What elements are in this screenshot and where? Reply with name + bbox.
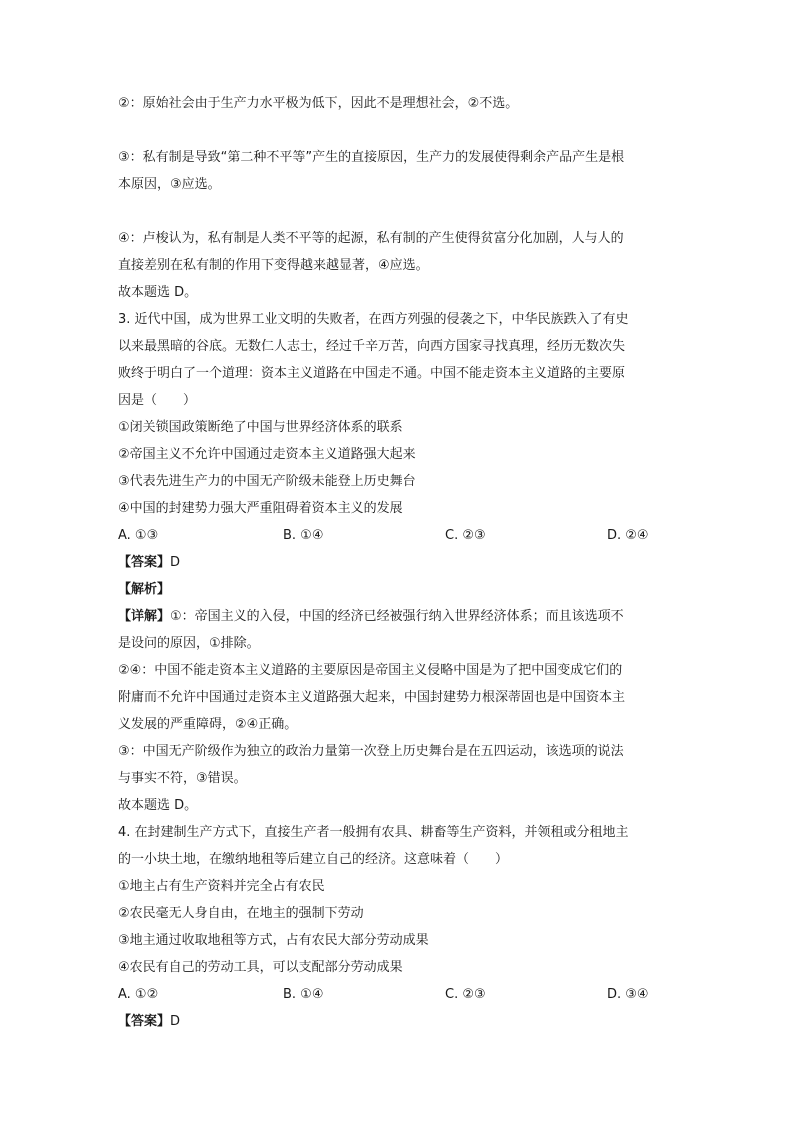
statement-item: ④中国的封建势力强大严重阻碍着资本主义的发展 — [118, 501, 403, 516]
answer-value: D — [170, 555, 181, 570]
option-b: B. ①④ — [283, 528, 324, 543]
statement-item: ②农民毫无人身自由，在地主的强制下劳动 — [118, 906, 364, 921]
question-stem: 以来最黑暗的谷底。无数仁人志士，经过千辛万苦，向西方国家寻找真理，经历无数次失 — [118, 339, 626, 354]
analysis-line: 直接差别在私有制的作用下变得越来越显著，④应选。 — [118, 258, 429, 273]
conclusion-line: 故本题选 D。 — [118, 285, 198, 300]
analysis-line: ④：卢梭认为，私有制是人类不平等的起源，私有制的产生使得贫富分化加剧，人与人的 — [118, 231, 624, 246]
question-stem: 因是（ ） — [118, 393, 197, 408]
detail-line: 是设问的原因，①排除。 — [118, 636, 260, 651]
option-d: D. ③④ — [607, 987, 649, 1002]
option-a: A. ①② — [118, 987, 159, 1002]
option-c: C. ②③ — [445, 987, 486, 1002]
statement-item: ③代表先进生产力的中国无产阶级未能登上历史舞台 — [118, 474, 416, 489]
analysis-line: ②：原始社会由于生产力水平极为低下，因此不是理想社会，②不选。 — [118, 96, 519, 111]
statement-item: ④农民有自己的劳动工具，可以支配部分劳动成果 — [118, 960, 403, 975]
analysis-heading — [118, 580, 678, 600]
analysis-line: ③：私有制是导致“第二种不平等”产生的直接原因，生产力的发展使得剩余产品产生是根 — [118, 150, 625, 165]
answer-line — [118, 1012, 678, 1032]
question-stem: 的一小块土地，在缴纳地租等后建立自己的经济。这意味着（ ） — [118, 852, 509, 867]
statement-item: ②帝国主义不允许中国通过走资本主义道路强大起来 — [118, 447, 416, 462]
answer-tag: 【答案】 — [118, 1014, 171, 1029]
question-stem: 3. 近代中国，成为世界工业文明的失败者，在西方列强的侵袭之下，中华民族跌入了有史 — [118, 312, 629, 327]
option-d: D. ②④ — [607, 528, 649, 543]
detail-line — [118, 607, 678, 627]
analysis-line: 本原因，③应选。 — [118, 177, 221, 192]
detail-line: 义发展的严重障碍，②④正确。 — [118, 717, 298, 732]
detail-line: 附庸而不允许中国通过走资本主义道路强大起来，中国封建势力根深蒂固也是中国资本主 — [118, 690, 626, 705]
option-c: C. ②③ — [445, 528, 486, 543]
detail-line: ③：中国无产阶级作为独立的政治力量第一次登上历史舞台是在五四运动，该选项的说法 — [118, 744, 624, 759]
question-stem: 4. 在封建制生产方式下，直接生产者一般拥有农具、耕畜等生产资料，并领租或分租地主 — [118, 825, 629, 840]
detail-line: ②④：中国不能走资本主义道路的主要原因是帝国主义侵略中国是为了把中国变成它们的 — [118, 663, 623, 678]
conclusion-line: 故本题选 D。 — [118, 798, 198, 813]
detail-text: ①：帝国主义的入侵，中国的经济已经被强行纳入世界经济体系；而且该选项不 — [170, 609, 624, 624]
question-stem: 败终于明白了一个道理：资本主义道路在中国走不通。中国不能走资本主义道路的主要原 — [118, 366, 626, 381]
statement-item: ①地主占有生产资料并完全占有农民 — [118, 879, 325, 894]
option-b: B. ①④ — [283, 987, 324, 1002]
statement-item: ①闭关锁国政策断绝了中国与世界经济体系的联系 — [118, 420, 403, 435]
detail-line: 与事实不符，③错误。 — [118, 771, 247, 786]
answer-line — [118, 553, 678, 573]
option-a: A. ①③ — [118, 528, 159, 543]
answer-tag: 【答案】 — [118, 555, 171, 570]
answer-value: D — [170, 1014, 181, 1029]
statement-item: ③地主通过收取地租等方式，占有农民大部分劳动成果 — [118, 933, 429, 948]
analysis-tag: 【解析】 — [118, 582, 171, 597]
detail-tag: 【详解】 — [118, 609, 171, 624]
